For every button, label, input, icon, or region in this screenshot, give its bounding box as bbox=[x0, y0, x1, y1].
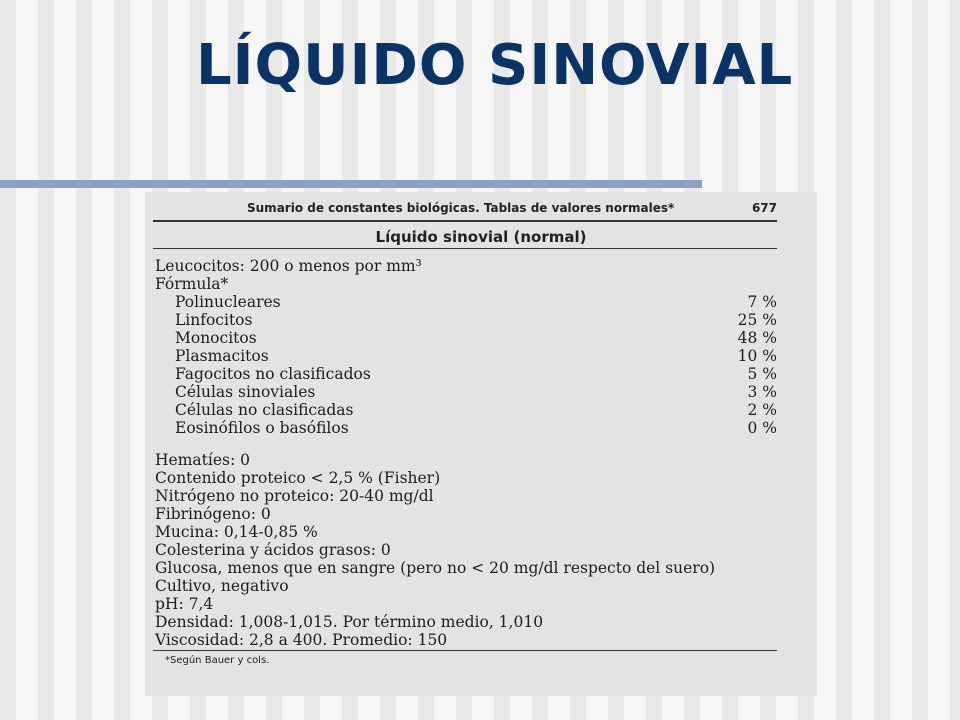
param-line: Cultivo, negativo bbox=[155, 577, 289, 595]
scan-section-rule bbox=[153, 248, 777, 249]
param-line: Fibrinógeno: 0 bbox=[155, 505, 271, 523]
param-line: Contenido proteico < 2,5 % (Fisher) bbox=[155, 469, 441, 487]
scan-section-title: Líquido sinovial (normal) bbox=[375, 228, 587, 246]
cell-label: Células sinoviales bbox=[175, 383, 316, 401]
scan-top-rule bbox=[153, 220, 777, 222]
cell-value: 48 % bbox=[737, 329, 777, 347]
cell-label: Plasmacitos bbox=[175, 347, 269, 365]
scan-header-text: Sumario de constantes biológicas. Tablas de valores normales* bbox=[247, 201, 675, 215]
cell-label: Fagocitos no clasificados bbox=[175, 365, 371, 383]
cell-label: Eosinófilos o basófilos bbox=[175, 419, 349, 437]
param-line: Hematíes: 0 bbox=[155, 451, 250, 469]
title-divider bbox=[0, 180, 702, 188]
slide-title: LÍQUIDO SINOVIAL bbox=[196, 33, 794, 98]
cell-value: 2 % bbox=[747, 401, 777, 419]
cell-value: 5 % bbox=[747, 365, 777, 383]
cell-label: Linfocitos bbox=[175, 311, 253, 329]
formula-line: Fórmula* bbox=[155, 275, 229, 293]
param-line: Mucina: 0,14-0,85 % bbox=[155, 523, 318, 541]
param-line: Nitrógeno no proteico: 20-40 mg/dl bbox=[155, 487, 434, 505]
cell-label: Polinucleares bbox=[175, 293, 281, 311]
cell-label: Monocitos bbox=[175, 329, 257, 347]
cell-value: 3 % bbox=[747, 383, 777, 401]
param-line: Viscosidad: 2,8 a 400. Promedio: 150 bbox=[155, 631, 448, 649]
cell-value: 10 % bbox=[737, 347, 777, 365]
leucocitos-line: Leucocitos: 200 o menos por mm³ bbox=[155, 257, 422, 275]
cell-value: 7 % bbox=[747, 293, 777, 311]
cell-value: 25 % bbox=[737, 311, 777, 329]
scan-footnote: *Según Bauer y cols. bbox=[165, 655, 270, 666]
param-line: Densidad: 1,008-1,015. Por término medio, 1,010 bbox=[155, 613, 544, 631]
cell-value: 0 % bbox=[747, 419, 777, 437]
param-line: Glucosa, menos que en sangre (pero no < 20 mg/dl respecto del suero) bbox=[155, 559, 716, 577]
scan-footnote-rule bbox=[153, 650, 777, 651]
param-line: pH: 7,4 bbox=[155, 595, 214, 613]
cell-label: Células no clasificadas bbox=[175, 401, 354, 419]
scan-page-number: 677 bbox=[751, 201, 777, 215]
scan-header bbox=[247, 201, 777, 215]
scanned-table-image bbox=[145, 192, 817, 696]
param-line: Colesterina y ácidos grasos: 0 bbox=[155, 541, 391, 559]
